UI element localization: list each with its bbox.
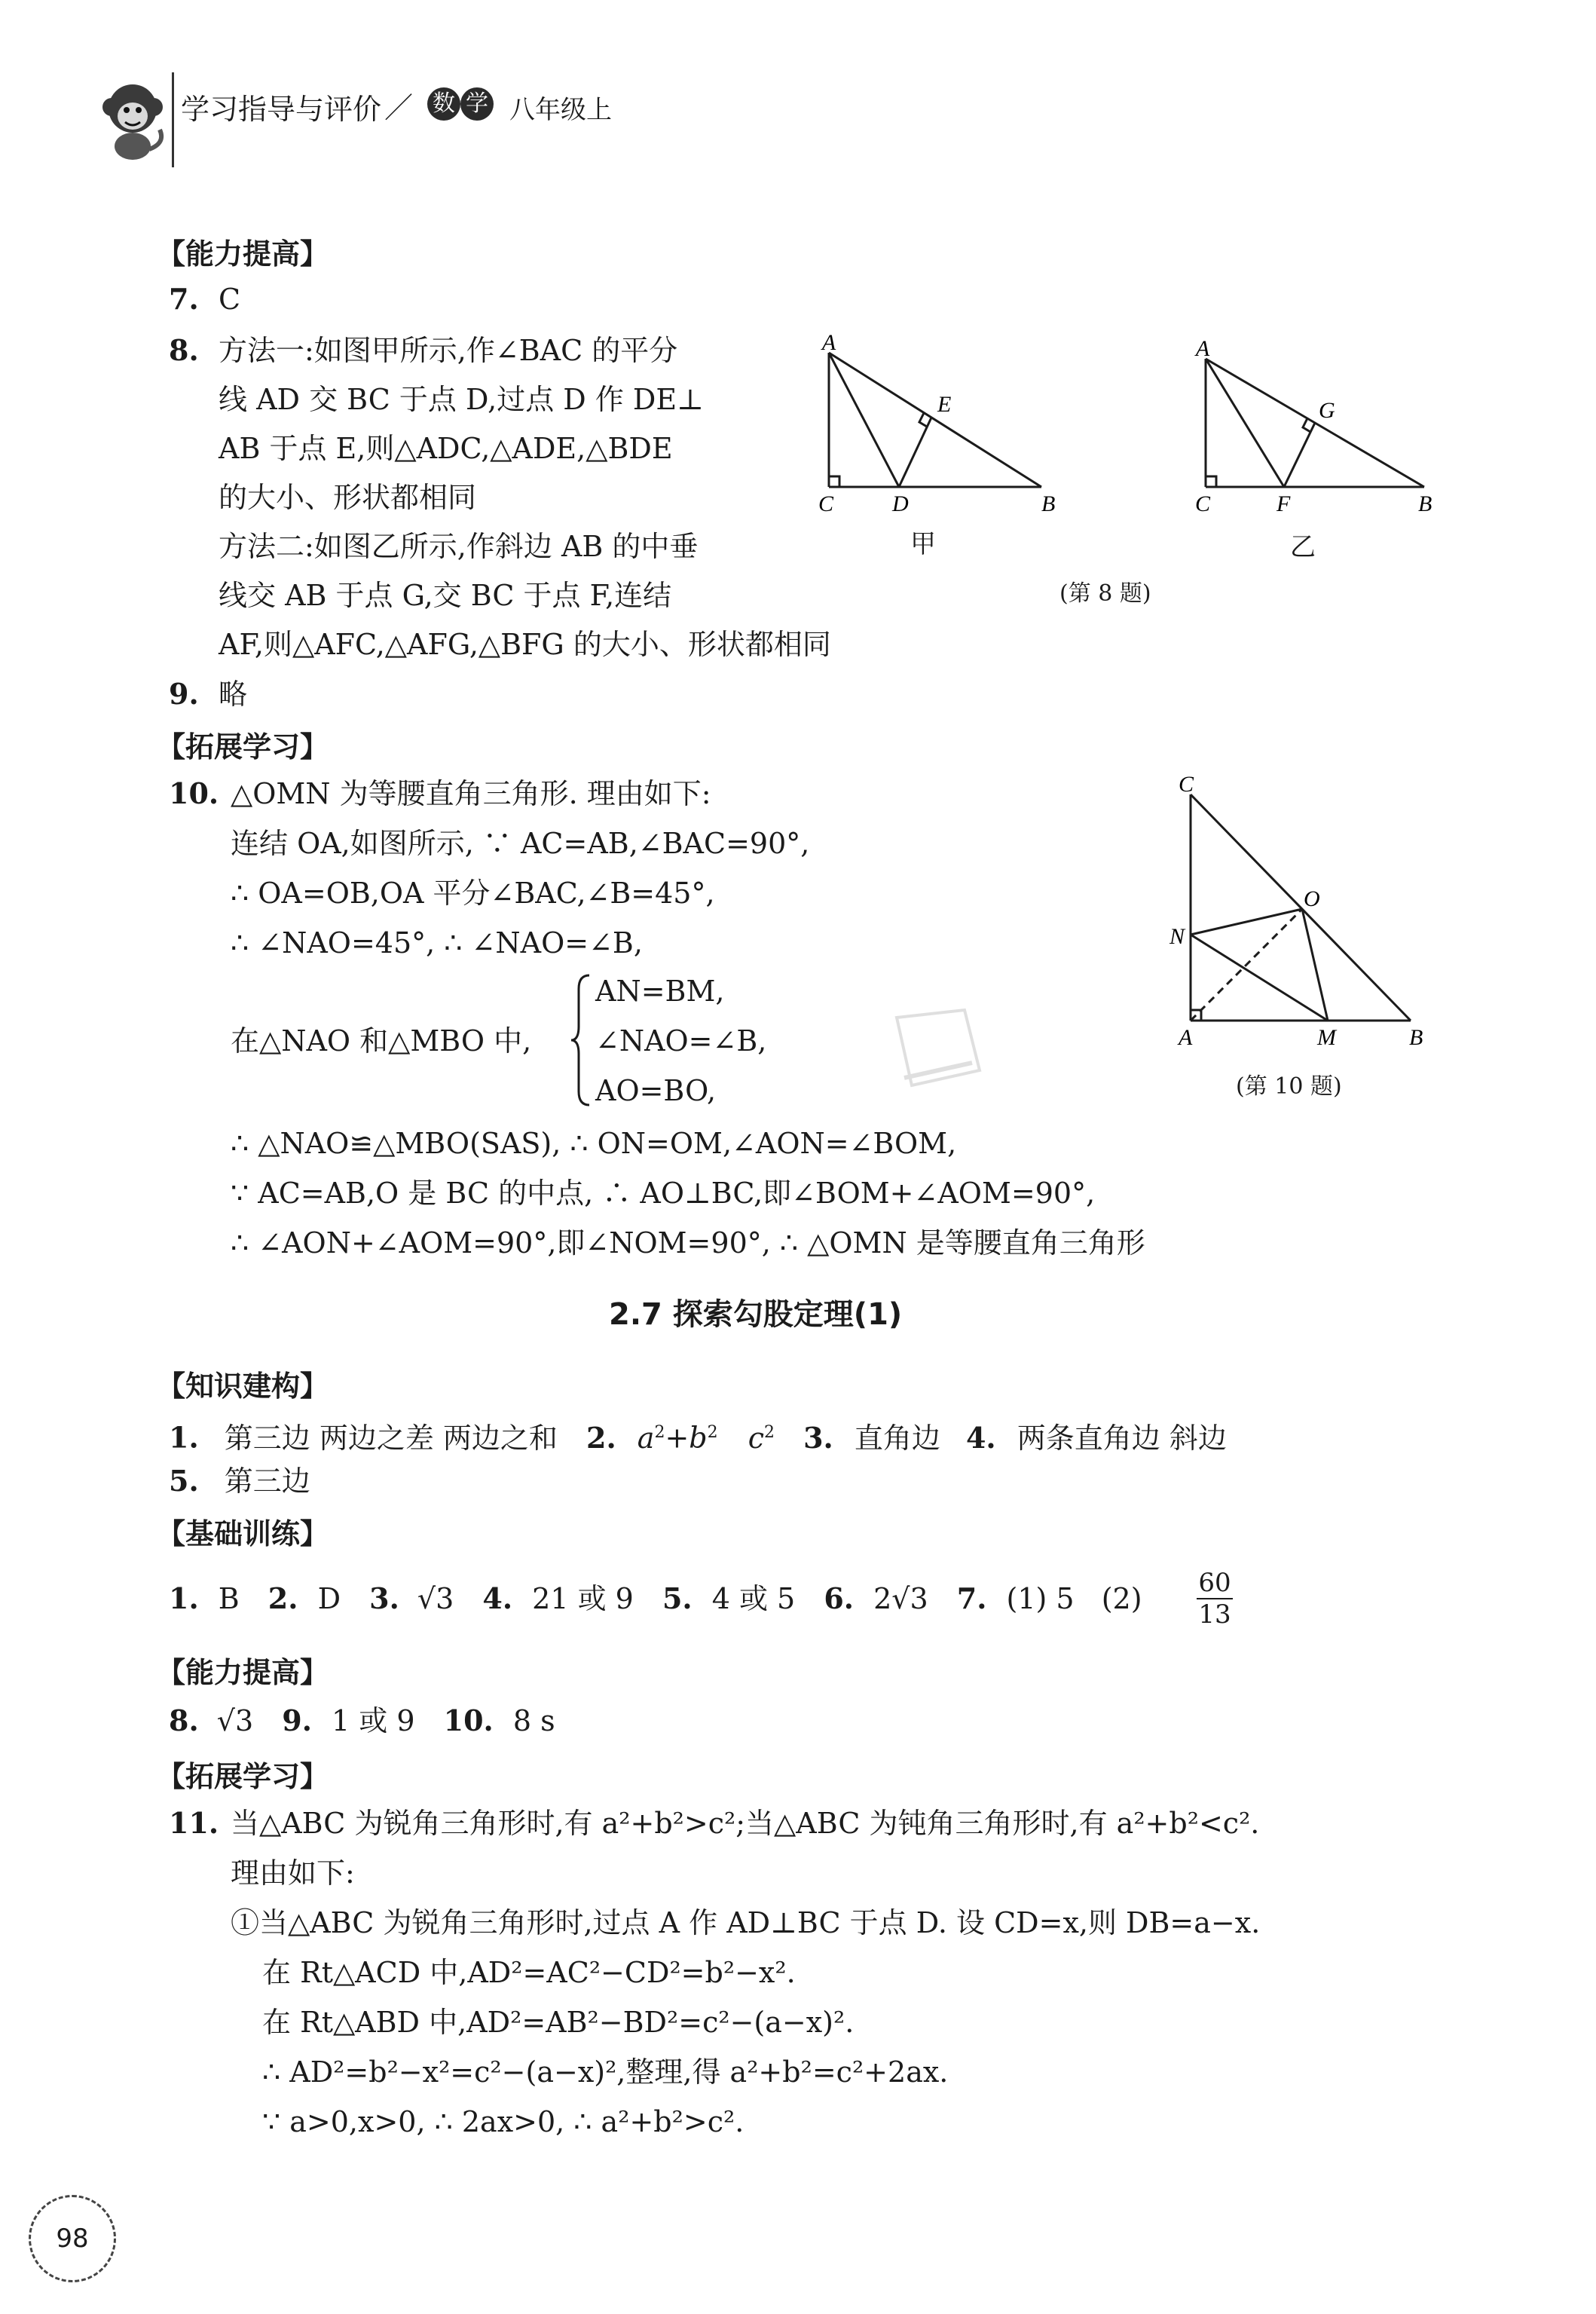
section-basic: 【基础训练】 — [157, 1517, 329, 1550]
yi-label-c: C — [1195, 491, 1211, 516]
k1-text: 第三边 两边之差 两边之和 — [224, 1421, 558, 1455]
b4-num: 4. — [482, 1581, 513, 1615]
k5-num: 5. — [169, 1464, 199, 1498]
q8-line-2: 线 AD 交 BC 于点 D,过点 D 作 DE⊥ — [219, 383, 704, 416]
jia-label-e: E — [937, 392, 952, 417]
q11-number: 11. — [169, 1806, 219, 1840]
q8-number: 8. — [169, 333, 199, 367]
b7-fraction — [1197, 1568, 1233, 1630]
q10-number: 10. — [169, 776, 219, 810]
k4-text: 两条直角边 斜边 — [1017, 1421, 1227, 1455]
fig10-label-o: O — [1304, 886, 1320, 911]
q11-line-6: ∴ AD²=b²−x²=c²−(a−x)²,整理,得 a²+b²=c²+2ax. — [262, 2055, 949, 2089]
subject-char-1: 数 — [433, 90, 455, 117]
b3-num: 3. — [369, 1581, 399, 1615]
k2-a: a — [637, 1421, 655, 1455]
b5-num: 5. — [662, 1581, 693, 1615]
q10-line-4: ∴ ∠NAO=45°, ∴ ∠NAO=∠B, — [231, 926, 643, 960]
yi-right-angle-c — [1206, 476, 1216, 487]
subject-badge-right — [460, 87, 494, 121]
k2-sup-c: 2 — [764, 1423, 775, 1442]
jia-label-d: D — [892, 491, 909, 516]
q8-line-7: AF,则△AFC,△AFG,△BFG 的大小、形状都相同 — [219, 628, 831, 661]
page-number: 98 — [56, 2224, 89, 2254]
a9-ans: 1 或 9 — [332, 1704, 415, 1737]
fig10-segment-om — [1302, 909, 1328, 1021]
jia-perp-de — [899, 418, 931, 487]
header-title: 学习指导与评价 — [181, 93, 382, 126]
b2-num: 2. — [268, 1581, 298, 1615]
fig10-segment-nm — [1191, 935, 1328, 1021]
yi-label-b: B — [1418, 491, 1432, 516]
subject-badge-left — [427, 87, 460, 121]
b7-fraction-denominator: 13 — [1198, 1599, 1231, 1630]
k2-sup-b: 2 — [707, 1423, 718, 1442]
brace-icon — [570, 972, 592, 1108]
jia-label-c: C — [818, 491, 834, 516]
header-slash: ／ — [384, 91, 414, 124]
q8-line-5: 方法二:如图乙所示,作斜边 AB 的中垂 — [219, 530, 699, 563]
q10-line-7: ∴ ∠AON+∠AOM=90°,即∠NOM=90°, ∴ △OMN 是等腰直角三角形 — [231, 1226, 1145, 1260]
b7-ans-2-label: (2) — [1101, 1582, 1142, 1615]
q10-line-3: ∴ OA=OB,OA 平分∠BAC,∠B=45°, — [231, 877, 715, 910]
q10-line-5: ∴ △NAO≌△MBO(SAS), ∴ ON=OM,∠AON=∠BOM, — [231, 1127, 957, 1160]
section-knowledge: 【知识建构】 — [157, 1370, 329, 1403]
q11-line-5: 在 Rt△ABD 中,AD²=AB²−BD²=c²−(a−x)². — [262, 2006, 855, 2039]
q10-system-line-2: ∠NAO=∠B, — [595, 1024, 767, 1058]
a-line — [169, 1700, 555, 1741]
b7-ans-1: (1) 5 — [1006, 1582, 1075, 1615]
jia-label-b: B — [1041, 491, 1055, 516]
q10-system-line-1: AN=BM, — [595, 975, 725, 1008]
section-ability-2: 【能力提高】 — [157, 1656, 329, 1689]
fig10-segment-oa-dashed — [1191, 909, 1302, 1021]
a8-ans: √3 — [216, 1704, 254, 1737]
k4-num: 4. — [965, 1420, 996, 1455]
watermark-stamp-icon — [882, 1002, 995, 1100]
q10-line-6: ∵ AC=AB,O 是 BC 的中点, ∴ AO⊥BC,即∠BOM+∠AOM=90°, — [231, 1177, 1096, 1210]
q9-number: 9. — [169, 677, 199, 711]
k3-num: 3. — [803, 1420, 833, 1455]
b4-ans: 21 或 9 — [532, 1582, 634, 1615]
jia-bisector-ad — [829, 353, 899, 487]
figure10-caption: (第 10 题) — [1236, 1073, 1342, 1100]
yi-label-f: F — [1276, 491, 1291, 516]
b-line — [169, 1578, 1142, 1619]
q10-line-1: △OMN 为等腰直角三角形. 理由如下: — [231, 777, 711, 810]
b7-fraction-numerator: 60 — [1197, 1568, 1233, 1599]
q8-line-4: 的大小、形状都相同 — [219, 481, 477, 514]
k2-num: 2. — [586, 1420, 616, 1455]
k5-text: 第三边 — [224, 1465, 310, 1498]
a9-num: 9. — [282, 1703, 312, 1737]
section-extend-2: 【拓展学习】 — [157, 1760, 329, 1793]
section-ability-1: 【能力提高】 — [157, 237, 329, 271]
figure8-caption: (第 8 题) — [1059, 580, 1151, 607]
figure10 — [1160, 769, 1447, 1070]
q11-line-7: ∵ a>0,x>0, ∴ 2ax>0, ∴ a²+b²>c². — [262, 2105, 744, 2138]
section-extend-1: 【拓展学习】 — [157, 730, 329, 764]
a10-ans: 8 s — [512, 1704, 555, 1737]
fig10-label-c: C — [1179, 772, 1194, 797]
yi-label-a: A — [1195, 336, 1210, 361]
q11-line-4: 在 Rt△ACD 中,AD²=AC²−CD²=b²−x². — [262, 1956, 796, 1989]
fig10-label-a: A — [1179, 1025, 1193, 1050]
k1-num: 1. — [169, 1420, 199, 1455]
page-number-badge — [29, 2195, 116, 2282]
jia-label-a: A — [821, 330, 836, 355]
header-grade: 八年级上 — [509, 95, 612, 125]
q10-system-line-3: AO=BO, — [595, 1074, 717, 1107]
q11-line-3: ①当△ABC 为锐角三角形时,过点 A 作 AD⊥BC 于点 D. 设 CD=x,则 DB=a−x. — [231, 1906, 1261, 1939]
yi-perp-bisector-fg — [1284, 423, 1315, 487]
b3-ans: √3 — [417, 1582, 454, 1615]
b5-ans: 4 或 5 — [711, 1582, 796, 1615]
monkey-mascot-icon — [96, 77, 169, 161]
q8-line-1: 方法一:如图甲所示,作∠BAC 的平分 — [219, 334, 678, 367]
jia-right-angle-c — [829, 476, 839, 487]
q9-answer: 略 — [219, 678, 248, 711]
jia-caption: 甲 — [910, 529, 936, 559]
fig10-label-b: B — [1409, 1025, 1423, 1050]
fig10-segment-no — [1191, 909, 1302, 935]
section-title-2-7: 2.7 探索勾股定理(1) — [609, 1297, 903, 1332]
k2-sup-a: 2 — [654, 1423, 665, 1442]
q8-line-3: AB 于点 E,则△ADC,△ADE,△BDE — [219, 432, 673, 465]
k3-text: 直角边 — [854, 1421, 940, 1455]
jia-side-ab — [829, 353, 1041, 487]
fig10-label-m: M — [1317, 1025, 1336, 1050]
fig10-label-n: N — [1169, 924, 1185, 949]
a10-num: 10. — [443, 1703, 494, 1737]
figure8-jia — [799, 330, 1055, 526]
b7-num: 7. — [956, 1581, 987, 1615]
b2-ans: D — [317, 1582, 341, 1615]
q7-number: 7. — [169, 282, 199, 316]
k-line-1 — [169, 1413, 1227, 1458]
yi-segment-af — [1206, 359, 1284, 487]
k2-c: c — [748, 1421, 765, 1455]
k-line-2 — [169, 1461, 310, 1501]
q11-line-1: 当△ABC 为锐角三角形时,有 a²+b²>c²;当△ABC 为钝角三角形时,有 a²+b²<c². — [231, 1807, 1260, 1840]
b6-ans: 2√3 — [873, 1582, 928, 1615]
b1-ans: B — [218, 1582, 240, 1615]
a8-num: 8. — [169, 1703, 199, 1737]
k2-b: +b — [665, 1421, 708, 1455]
subject-char-2: 学 — [466, 90, 488, 117]
q10-line-2: 连结 OA,如图所示, ∵ AC=AB,∠BAC=90°, — [231, 827, 810, 860]
q10-system-prefix: 在△NAO 和△MBO 中, — [231, 1024, 532, 1058]
b6-num: 6. — [824, 1581, 854, 1615]
q8-line-6: 线交 AB 于点 G,交 BC 于点 F,连结 — [219, 579, 672, 612]
figure8-yi — [1183, 330, 1439, 526]
b1-num: 1. — [169, 1581, 199, 1615]
yi-caption: 乙 — [1290, 532, 1316, 562]
q11-line-2: 理由如下: — [231, 1856, 355, 1890]
q7-answer: C — [219, 283, 241, 316]
header-divider — [172, 72, 174, 167]
fig10-side-cb — [1191, 794, 1411, 1021]
yi-label-g: G — [1319, 398, 1335, 423]
